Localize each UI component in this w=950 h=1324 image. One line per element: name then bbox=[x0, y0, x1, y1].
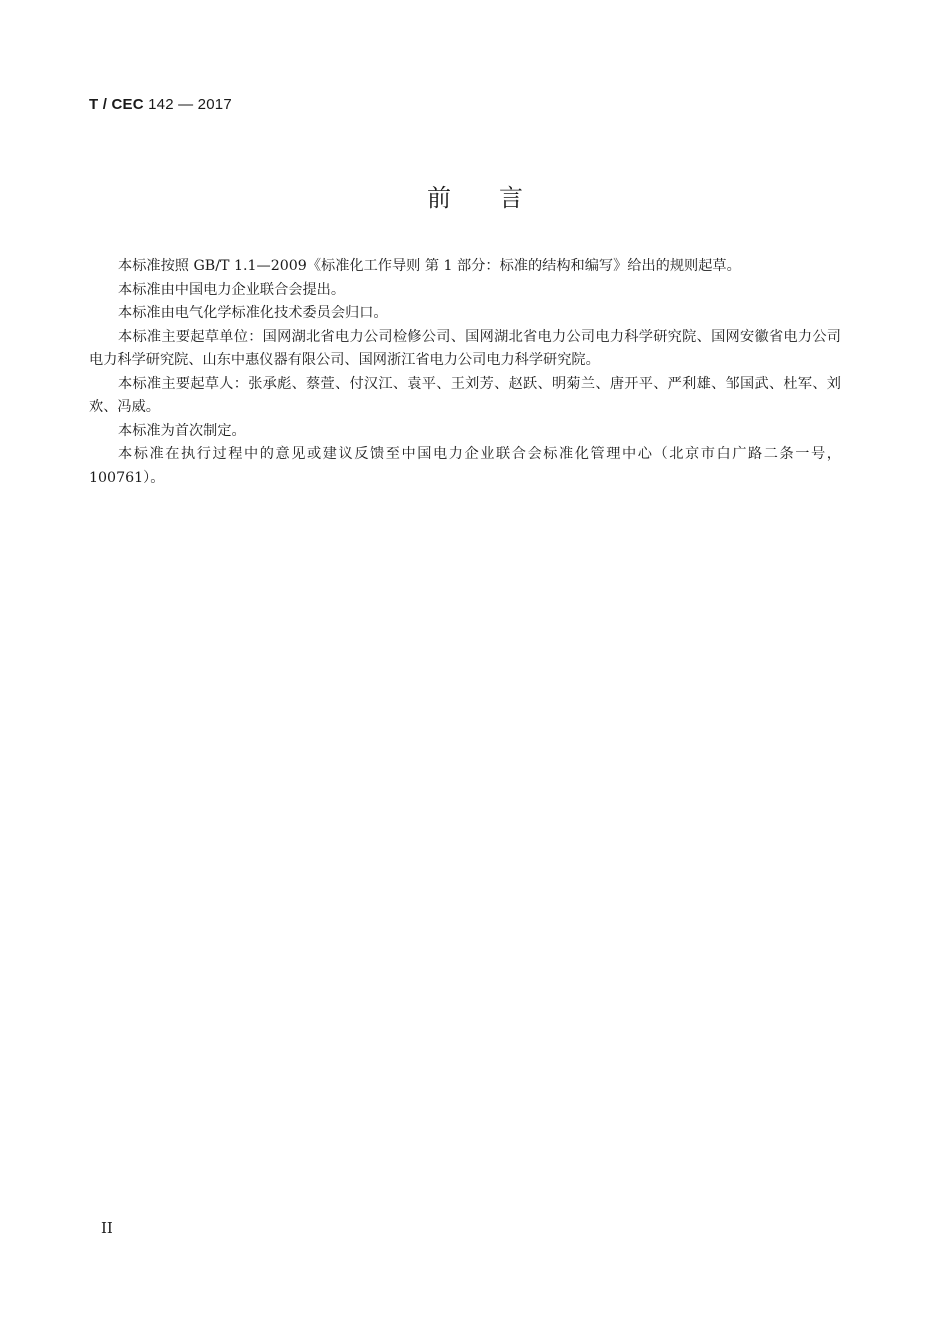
paragraph-drafters: 本标准主要起草人：张承彪、蔡萱、付汉江、袁平、王刘芳、赵跃、明菊兰、唐开平、严利雄、邹国武、杜军、刘欢、冯威。 bbox=[89, 375, 841, 415]
foreword-body bbox=[89, 255, 841, 490]
standard-code-prefix: T / CEC bbox=[89, 96, 144, 113]
paragraph-feedback: 本标准在执行过程中的意见或建议反馈至中国电力企业联合会标准化管理中心（北京市白广路二条一号，100761）。 bbox=[89, 446, 841, 486]
page-title: 前言 bbox=[427, 184, 571, 212]
paragraph-first-edition: 本标准为首次制定。 bbox=[118, 422, 246, 439]
paragraph-centralized-by: 本标准由电气化学标准化技术委员会归口。 bbox=[118, 305, 388, 321]
paragraph-drafting-units: 本标准主要起草单位：国网湖北省电力公司检修公司、国网湖北省电力公司电力科学研究院、国网安徽省电力公司电力科学研究院、山东中惠仪器有限公司、国网浙江省电力公司电力科学研究院。 bbox=[89, 328, 841, 368]
paragraph-drafting-rules: 本标准按照 GB/T 1.1—2009《标准化工作导则 第 1 部分：标准的结构和编写》给出的规则起草。 bbox=[118, 258, 741, 274]
standard-code-number: 142 — 2017 bbox=[148, 96, 232, 113]
paragraph-proposed-by: 本标准由中国电力企业联合会提出。 bbox=[118, 281, 346, 298]
standard-code bbox=[89, 96, 232, 113]
page-number: II bbox=[101, 1219, 113, 1237]
